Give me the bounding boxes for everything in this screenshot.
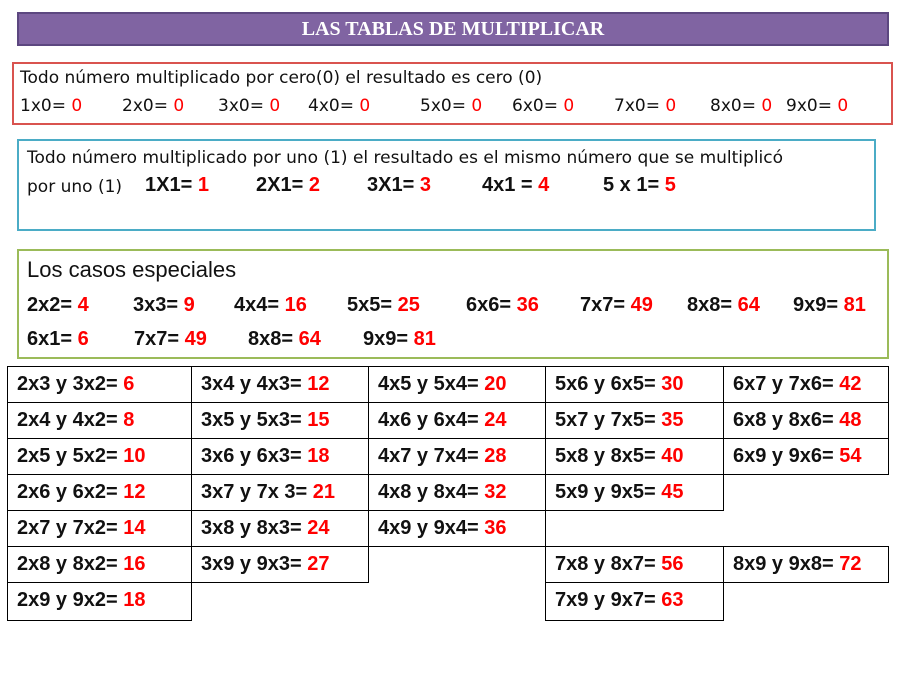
table-cell: 4x5 y 5x4= 20: [368, 366, 546, 403]
zero-item: 6x0= 0: [512, 96, 575, 116]
one-item: 1X1= 1: [145, 174, 209, 196]
table-cell: 5x8 y 8x5= 40: [545, 438, 724, 475]
table-cell: 2x6 y 6x2= 12: [7, 474, 192, 511]
table-cell: 4x8 y 8x4= 32: [368, 474, 546, 511]
special-item: 3x3= 9: [133, 294, 195, 316]
special-item: 7x7= 49: [134, 328, 207, 350]
table-cell: 2x9 y 9x2= 18: [7, 582, 192, 621]
special-item: 2x2= 4: [27, 294, 89, 316]
table-cell: 5x9 y 9x5= 45: [545, 474, 724, 511]
table-cell: 6x7 y 7x6= 42: [723, 366, 889, 403]
table-cell: 3x4 y 4x3= 12: [191, 366, 369, 403]
table-cell: 2x3 y 3x2= 6: [7, 366, 192, 403]
table-cell: 2x5 y 5x2= 10: [7, 438, 192, 475]
special-item: 7x7= 49: [580, 294, 653, 316]
one-rule-text: Todo número multiplicado por uno (1) el resultado es el mismo número que se multiplicó: [27, 148, 784, 168]
zero-item: 2x0= 0: [122, 96, 185, 116]
table-cell: 6x9 y 9x6= 54: [723, 438, 889, 475]
zero-item: 1x0= 0: [20, 96, 83, 116]
special-item: 8x8= 64: [687, 294, 760, 316]
table-cell: 4x7 y 7x4= 28: [368, 438, 546, 475]
one-item: 2X1= 2: [256, 174, 320, 196]
table-cell: 3x5 y 5x3= 15: [191, 402, 369, 439]
special-item: 6x6= 36: [466, 294, 539, 316]
one-item: 4x1 = 4: [482, 174, 550, 196]
table-cell: 4x6 y 6x4= 24: [368, 402, 546, 439]
table-cell: 5x6 y 6x5= 30: [545, 366, 724, 403]
special-cases-heading: Los casos especiales: [27, 257, 237, 282]
table-cell: 3x8 y 8x3= 24: [191, 510, 369, 547]
table-cell: 2x7 y 7x2= 14: [7, 510, 192, 547]
zero-item: 4x0= 0: [308, 96, 371, 116]
zero-item: 7x0= 0: [614, 96, 677, 116]
table-cell: 4x9 y 9x4= 36: [368, 510, 546, 547]
special-item: 9x9= 81: [793, 294, 866, 316]
table-cell: 8x9 y 9x8= 72: [723, 546, 889, 583]
zero-item: 8x0= 0: [710, 96, 773, 116]
table-cell: 6x8 y 8x6= 48: [723, 402, 889, 439]
table-cell: 3x7 y 7x 3= 21: [191, 474, 369, 511]
table-cell: 7x9 y 9x7= 63: [545, 582, 724, 621]
special-item: 8x8= 64: [248, 328, 321, 350]
one-rule-text-continued: por uno (1): [27, 177, 123, 197]
one-item: 3X1= 3: [367, 174, 431, 196]
table-cell: 2x4 y 4x2= 8: [7, 402, 192, 439]
table-cell: 3x6 y 6x3= 18: [191, 438, 369, 475]
zero-rule-text: Todo número multiplicado por cero(0) el resultado es cero (0): [20, 68, 543, 88]
zero-item: 3x0= 0: [218, 96, 281, 116]
table-cell: 5x7 y 7x5= 35: [545, 402, 724, 439]
page-title: LAS TABLAS DE MULTIPLICAR: [17, 12, 889, 46]
table-cell: 7x8 y 8x7= 56: [545, 546, 724, 583]
table-cell: 2x8 y 8x2= 16: [7, 546, 192, 583]
zero-item: 5x0= 0: [420, 96, 483, 116]
special-item: 9x9= 81: [363, 328, 436, 350]
zero-item: 9x0= 0: [786, 96, 849, 116]
table-cell: 3x9 y 9x3= 27: [191, 546, 369, 583]
special-item: 6x1= 6: [27, 328, 89, 350]
special-item: 4x4= 16: [234, 294, 307, 316]
special-item: 5x5= 25: [347, 294, 420, 316]
one-item: 5 x 1= 5: [603, 174, 676, 196]
